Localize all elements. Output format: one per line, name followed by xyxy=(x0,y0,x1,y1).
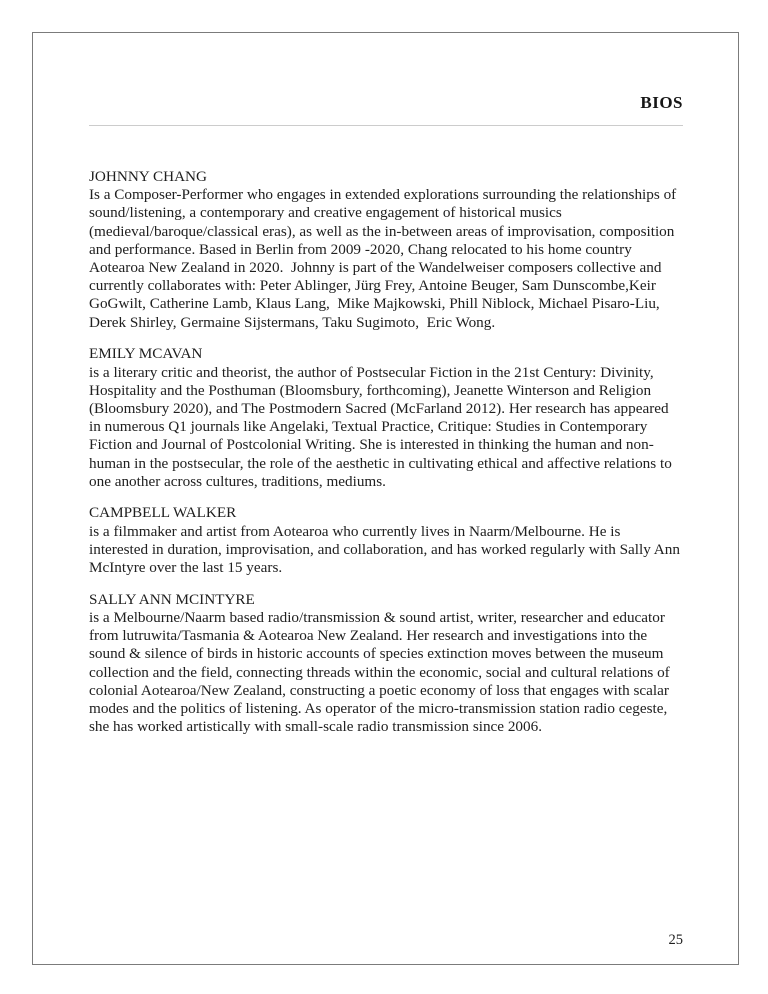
bio-text: is a Melbourne/Naarm based radio/transmission & sound artist, writer, researcher and educator from lutruwita/Tasmania & Aotearoa New Zealand. Her research and investigations into the sound & silence of birds in historic accounts of species extinction moves between the museum collection and the field, connecting threads within the economic, social and cultural relations of colonial Aotearoa/New Zealand, constructing a poetic economy of loss that engages with scalar modes and the politics of listening. As operator of the micro-transmission station radio cegeste, she has worked artistically with small-scale radio transmission since 2006. xyxy=(89,608,674,736)
bio-section-sally-ann-mcintyre xyxy=(89,591,683,737)
bio-name: CAMPBELL WALKER xyxy=(89,504,237,522)
bio-name: JOHNNY CHANG xyxy=(89,168,207,185)
bios-list xyxy=(89,168,683,736)
bio-name: SALLY ANN MCINTYRE xyxy=(89,590,255,608)
page-sheet xyxy=(32,32,739,965)
bio-text: Is a Composer-Performer who engages in extended explorations surrounding the relationships of sound/listening, a contemporary and creative engagement of historical musics (medieval/baroque/classical eras), as well as the in-between areas of improvisation, composition and performance. Based in Berlin from 2009 -2020, Chang relocated to his home country Aotearoa New Zealand in 2020. Johnny is part of the Wandelweiser composers collective and currently collaborates with: Peter Ablinger, Jürg Frey, Antoine Beuger, Sam Dunscombe,Keir GoGwilt, Catherine Lamb, Klaus Lang, Mike Majkowski, Phill Niblock, Michael Pisaro-Liu, Derek Shirley, Germaine Sijstermans, Taku Sugimoto, Eric Wong. xyxy=(89,186,681,331)
page-content xyxy=(89,93,683,736)
bio-name: EMILY MCAVAN xyxy=(89,345,203,363)
header-divider xyxy=(89,125,683,126)
bio-section-johnny-chang xyxy=(89,168,683,332)
bio-section-emily-mcavan xyxy=(89,345,683,491)
bio-text: is a filmmaker and artist from Aotearoa who currently lives in Naarm/Melbourne. He is interested in duration, improvisation, and collaboration, and has worked regularly with Sally Ann McIntyre over the last 15 years. xyxy=(89,522,684,577)
page-number: 25 xyxy=(668,932,683,948)
bio-text: is a literary critic and theorist, the author of Postsecular Fiction in the 21st Century: Divinity, Hospitality and the Posthuman (Bloomsbury, forthcoming), Jeanette Winterson and Religion (Bloomsbury 2020), and The Postmodern Sacred (McFarland 2012). Her research has appeared in numerous Q1 journals like Angelaki, Textual Practice, Critique: Studies in Contemporary Fiction and Journal of Postcolonial Writing. She is interested in thinking the human and non-human in the postsecular, the role of the aesthetic in cultivating ethical and affective relations to one another across cultures, traditions, mediums. xyxy=(89,363,676,490)
bio-section-campbell-walker xyxy=(89,504,683,577)
page-title: BIOS xyxy=(640,93,683,112)
